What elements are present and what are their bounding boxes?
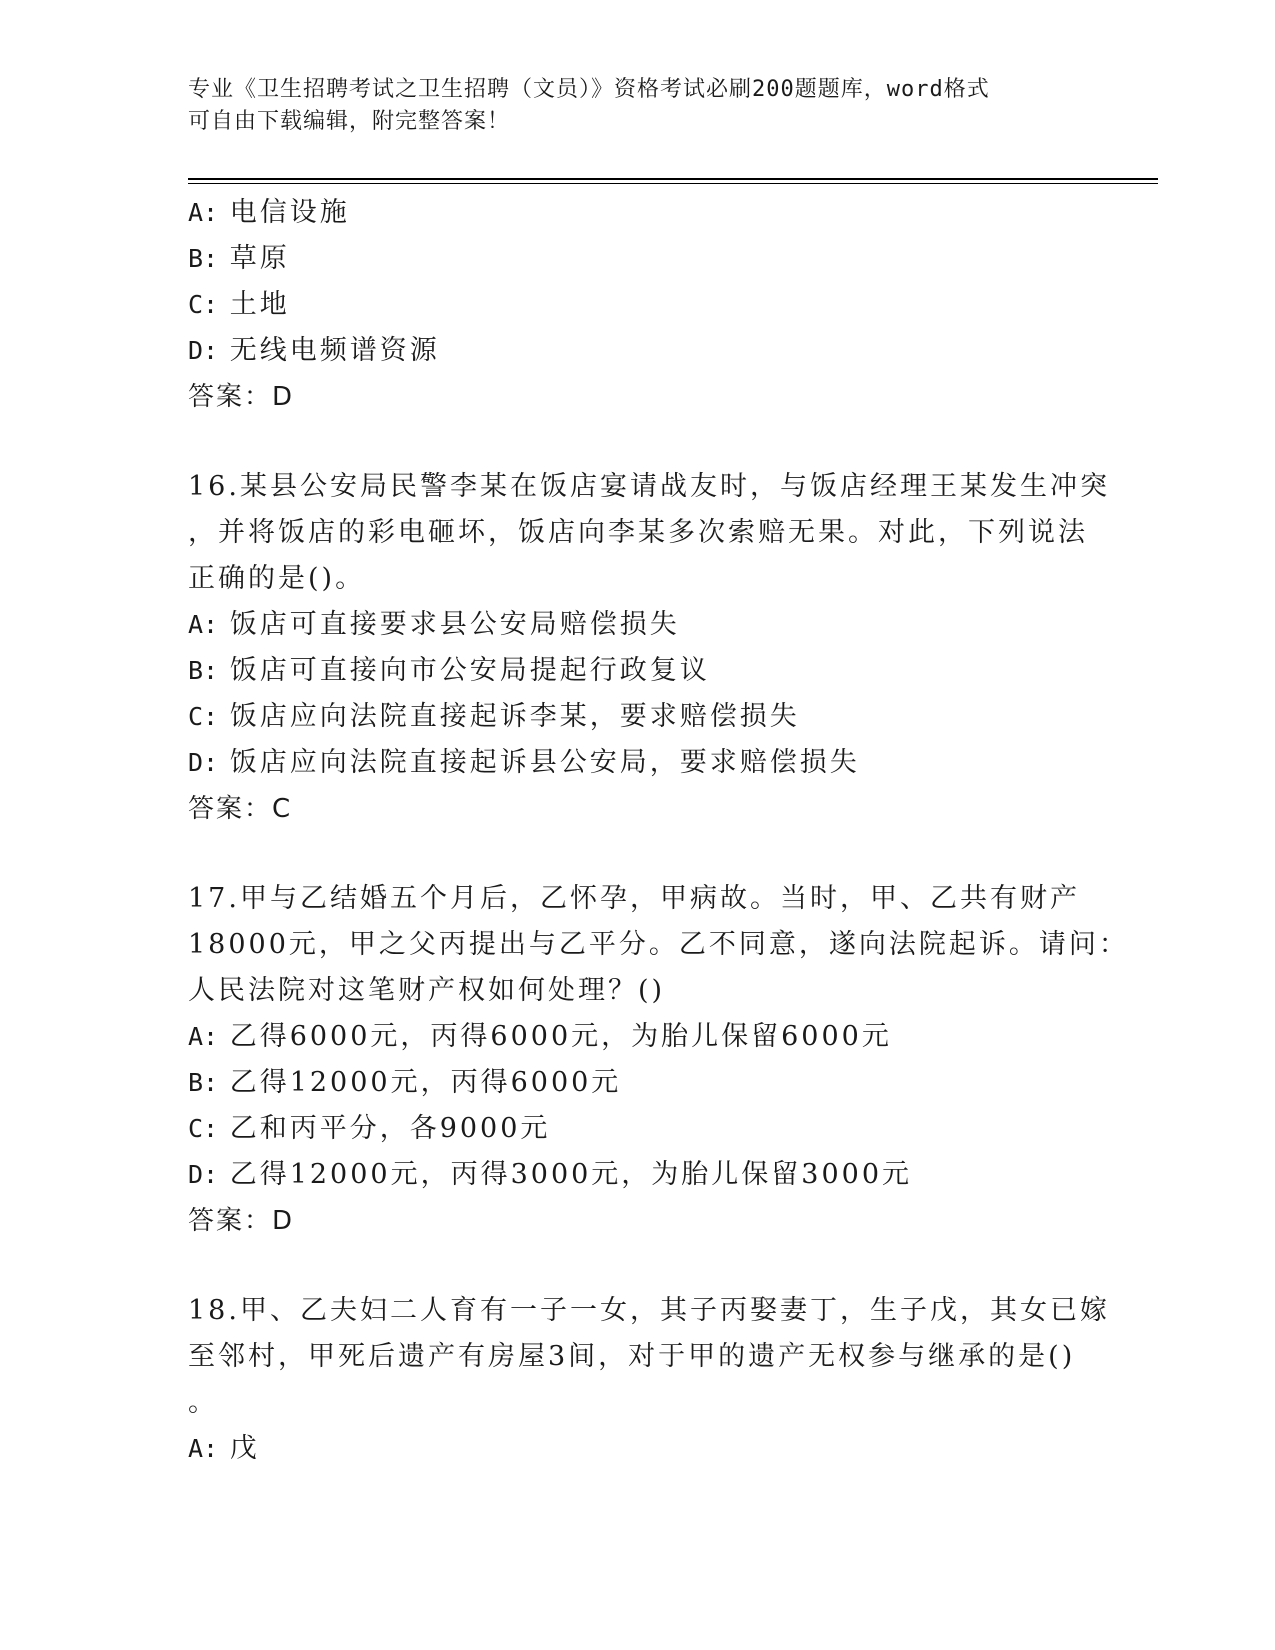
question-stem-line: 正确的是()。 bbox=[188, 563, 366, 594]
question-16 bbox=[188, 464, 1110, 832]
question-stem-line: 18000元，甲之父丙提出与乙平分。乙不同意，遂向法院起诉。请问： bbox=[188, 929, 1129, 960]
question-17 bbox=[188, 876, 1129, 1244]
option-b: B: 乙得12000元，丙得6000元 bbox=[188, 1067, 622, 1098]
option-a: A: 戊 bbox=[188, 1433, 260, 1464]
option-c: C: 土地 bbox=[188, 289, 290, 320]
question-stem-line: 16.某县公安局民警李某在饭店宴请战友时，与饭店经理王某发生冲突 bbox=[188, 471, 1110, 502]
question-stem-line: 17.甲与乙结婚五个月后，乙怀孕，甲病故。当时，甲、乙共有财产 bbox=[188, 883, 1080, 914]
document-header bbox=[188, 74, 1068, 138]
question-stem-line: ，并将饭店的彩电砸坏，饭店向李某多次索赔无果。对此，下列说法 bbox=[188, 517, 1088, 548]
option-b: B: 草原 bbox=[188, 243, 290, 274]
question-stem-line: 人民法院对这笔财产权如何处理？() bbox=[188, 975, 666, 1006]
header-line-1: 专业《卫生招聘考试之卫生招聘（文员）》资格考试必刷200题题库，word格式 bbox=[188, 77, 990, 102]
option-a: A: 饭店可直接要求县公安局赔偿损失 bbox=[188, 609, 680, 640]
option-d: D: 饭店应向法院直接起诉县公安局，要求赔偿损失 bbox=[188, 747, 860, 778]
answer-line: 答案：D bbox=[188, 382, 295, 412]
option-b: B: 饭店可直接向市公安局提起行政复议 bbox=[188, 655, 710, 686]
prev-question bbox=[188, 190, 1088, 420]
question-stem-line: 至邻村，甲死后遗产有房屋3间，对于甲的遗产无权参与继承的是() bbox=[188, 1341, 1076, 1372]
header-rule-thick bbox=[188, 178, 1158, 180]
answer-line: 答案：D bbox=[188, 1206, 295, 1236]
header-rule-thin bbox=[188, 183, 1158, 184]
option-a: A: 电信设施 bbox=[188, 197, 350, 228]
option-c: C: 乙和丙平分，各9000元 bbox=[188, 1113, 551, 1144]
question-content bbox=[188, 190, 1129, 1472]
header-line-2: 可自由下载编辑，附完整答案！ bbox=[188, 109, 511, 134]
option-d: D: 乙得12000元，丙得3000元，为胎儿保留3000元 bbox=[188, 1159, 913, 1190]
option-a: A: 乙得6000元，丙得6000元，为胎儿保留6000元 bbox=[188, 1021, 892, 1052]
option-c: C: 饭店应向法院直接起诉李某，要求赔偿损失 bbox=[188, 701, 800, 732]
option-d: D: 无线电频谱资源 bbox=[188, 335, 440, 366]
question-stem-line: 。 bbox=[188, 1387, 218, 1418]
answer-line: 答案：C bbox=[188, 794, 293, 824]
question-18 bbox=[188, 1288, 1110, 1472]
question-stem-line: 18.甲、乙夫妇二人育有一子一女，其子丙娶妻丁，生子戊，其女已嫁 bbox=[188, 1295, 1110, 1326]
